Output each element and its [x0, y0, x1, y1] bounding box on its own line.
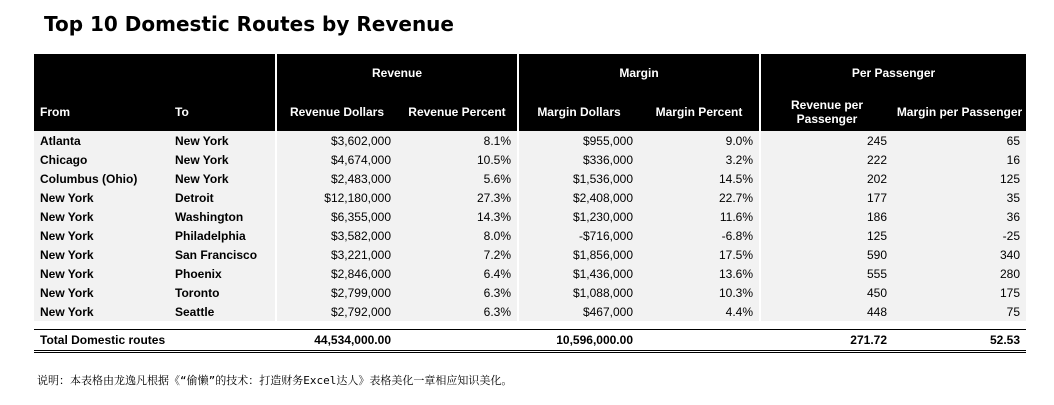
cell-revenue-percent: 7.2% — [397, 245, 518, 264]
cell-to: Phoenix — [169, 264, 276, 283]
cell-revenue-per-passenger: 202 — [760, 169, 893, 188]
cell-revenue-percent: 10.5% — [397, 150, 518, 169]
column-header-revenue-per-passenger: Revenue per Passenger — [760, 92, 893, 131]
cell-revenue-per-passenger: 125 — [760, 226, 893, 245]
cell-to: New York — [169, 150, 276, 169]
cell-margin-dollars: $2,408,000 — [518, 188, 639, 207]
page-title: Top 10 Domestic Routes by Revenue — [44, 12, 454, 36]
routes-table — [34, 54, 1026, 353]
column-header-revenue-percent: Revenue Percent — [397, 92, 518, 131]
total-revenue-percent-empty — [397, 330, 518, 352]
cell-margin-percent: -6.8% — [639, 226, 760, 245]
cell-to: Washington — [169, 207, 276, 226]
table-row — [34, 264, 1026, 283]
cell-to: Detroit — [169, 188, 276, 207]
cell-from: New York — [34, 264, 169, 283]
cell-to: Seattle — [169, 302, 276, 321]
cell-margin-dollars: $1,230,000 — [518, 207, 639, 226]
cell-margin-dollars: $1,536,000 — [518, 169, 639, 188]
table-row — [34, 226, 1026, 245]
routes-table-container — [34, 54, 1026, 353]
cell-to: Philadelphia — [169, 226, 276, 245]
cell-from: Chicago — [34, 150, 169, 169]
cell-revenue-percent: 8.0% — [397, 226, 518, 245]
cell-from: Columbus (Ohio) — [34, 169, 169, 188]
cell-revenue-per-passenger: 590 — [760, 245, 893, 264]
column-header-margin-per-passenger: Margin per Passenger — [893, 92, 1026, 131]
cell-revenue-percent: 5.6% — [397, 169, 518, 188]
cell-revenue-dollars: $12,180,000 — [276, 188, 397, 207]
cell-revenue-dollars: $2,846,000 — [276, 264, 397, 283]
footnote: 说明：本表格由龙逸凡根据《“偷懒”的技术：打造财务Excel达人》表格美化一章相应知识美化。 — [37, 374, 513, 387]
table-row — [34, 207, 1026, 226]
table-row — [34, 302, 1026, 321]
cell-margin-percent: 22.7% — [639, 188, 760, 207]
cell-revenue-dollars: $2,792,000 — [276, 302, 397, 321]
table-row — [34, 188, 1026, 207]
cell-margin-per-passenger: 36 — [893, 207, 1026, 226]
cell-margin-per-passenger: 16 — [893, 150, 1026, 169]
cell-margin-dollars: $1,436,000 — [518, 264, 639, 283]
cell-margin-per-passenger: 65 — [893, 131, 1026, 150]
cell-margin-per-passenger: 35 — [893, 188, 1026, 207]
cell-revenue-dollars: $4,674,000 — [276, 150, 397, 169]
cell-revenue-percent: 6.3% — [397, 283, 518, 302]
cell-margin-percent: 11.6% — [639, 207, 760, 226]
cell-revenue-per-passenger: 177 — [760, 188, 893, 207]
cell-margin-dollars: $955,000 — [518, 131, 639, 150]
table-row — [34, 150, 1026, 169]
header-group-blank — [34, 54, 276, 92]
cell-to: New York — [169, 169, 276, 188]
cell-revenue-per-passenger: 450 — [760, 283, 893, 302]
cell-margin-dollars: -$716,000 — [518, 226, 639, 245]
cell-to: San Francisco — [169, 245, 276, 264]
cell-margin-dollars: $467,000 — [518, 302, 639, 321]
cell-from: New York — [34, 302, 169, 321]
cell-revenue-per-passenger: 448 — [760, 302, 893, 321]
cell-margin-dollars: $1,088,000 — [518, 283, 639, 302]
cell-margin-percent: 10.3% — [639, 283, 760, 302]
table-row — [34, 245, 1026, 264]
total-margin-dollars: 10,596,000.00 — [518, 330, 639, 352]
cell-margin-per-passenger: 75 — [893, 302, 1026, 321]
cell-margin-per-passenger: 125 — [893, 169, 1026, 188]
total-row — [34, 330, 1026, 352]
header-group-per-passenger: Per Passenger — [760, 54, 1026, 92]
header-group-revenue: Revenue — [276, 54, 518, 92]
cell-to: New York — [169, 131, 276, 150]
total-separator-line — [34, 321, 1026, 330]
column-header-margin-percent: Margin Percent — [639, 92, 760, 131]
total-separator-row — [34, 321, 1026, 330]
cell-revenue-percent: 6.3% — [397, 302, 518, 321]
cell-margin-per-passenger: -25 — [893, 226, 1026, 245]
cell-from: New York — [34, 188, 169, 207]
column-header-margin-dollars: Margin Dollars — [518, 92, 639, 131]
table-row — [34, 169, 1026, 188]
cell-revenue-percent: 14.3% — [397, 207, 518, 226]
cell-revenue-dollars: $2,799,000 — [276, 283, 397, 302]
cell-margin-dollars: $1,856,000 — [518, 245, 639, 264]
cell-revenue-dollars: $3,221,000 — [276, 245, 397, 264]
cell-margin-per-passenger: 340 — [893, 245, 1026, 264]
table-row — [34, 131, 1026, 150]
total-margin-percent-empty — [639, 330, 760, 352]
cell-from: New York — [34, 226, 169, 245]
total-revenue-dollars: 44,534,000.00 — [276, 330, 397, 352]
cell-revenue-per-passenger: 222 — [760, 150, 893, 169]
cell-margin-percent: 9.0% — [639, 131, 760, 150]
cell-margin-percent: 3.2% — [639, 150, 760, 169]
header-group-row — [34, 54, 1026, 92]
cell-from: Atlanta — [34, 131, 169, 150]
table-body — [34, 131, 1026, 352]
cell-revenue-dollars: $2,483,000 — [276, 169, 397, 188]
cell-revenue-dollars: $6,355,000 — [276, 207, 397, 226]
table-header — [34, 54, 1026, 131]
cell-revenue-dollars: $3,602,000 — [276, 131, 397, 150]
cell-revenue-dollars: $3,582,000 — [276, 226, 397, 245]
cell-revenue-percent: 8.1% — [397, 131, 518, 150]
cell-from: New York — [34, 245, 169, 264]
cell-to: Toronto — [169, 283, 276, 302]
cell-from: New York — [34, 283, 169, 302]
total-label: Total Domestic routes — [34, 330, 276, 352]
total-margin-per-passenger: 52.53 — [893, 330, 1026, 352]
cell-margin-per-passenger: 175 — [893, 283, 1026, 302]
cell-revenue-per-passenger: 186 — [760, 207, 893, 226]
header-group-margin: Margin — [518, 54, 760, 92]
header-column-row — [34, 92, 1026, 131]
table-row — [34, 283, 1026, 302]
cell-margin-percent: 14.5% — [639, 169, 760, 188]
cell-revenue-percent: 27.3% — [397, 188, 518, 207]
cell-margin-percent: 13.6% — [639, 264, 760, 283]
cell-revenue-per-passenger: 245 — [760, 131, 893, 150]
column-header-revenue-dollars: Revenue Dollars — [276, 92, 397, 131]
cell-revenue-percent: 6.4% — [397, 264, 518, 283]
column-header-from: From — [34, 92, 169, 131]
total-revenue-per-passenger: 271.72 — [760, 330, 893, 352]
cell-from: New York — [34, 207, 169, 226]
column-header-to: To — [169, 92, 276, 131]
cell-margin-percent: 4.4% — [639, 302, 760, 321]
cell-margin-dollars: $336,000 — [518, 150, 639, 169]
cell-revenue-per-passenger: 555 — [760, 264, 893, 283]
cell-margin-percent: 17.5% — [639, 245, 760, 264]
cell-margin-per-passenger: 280 — [893, 264, 1026, 283]
